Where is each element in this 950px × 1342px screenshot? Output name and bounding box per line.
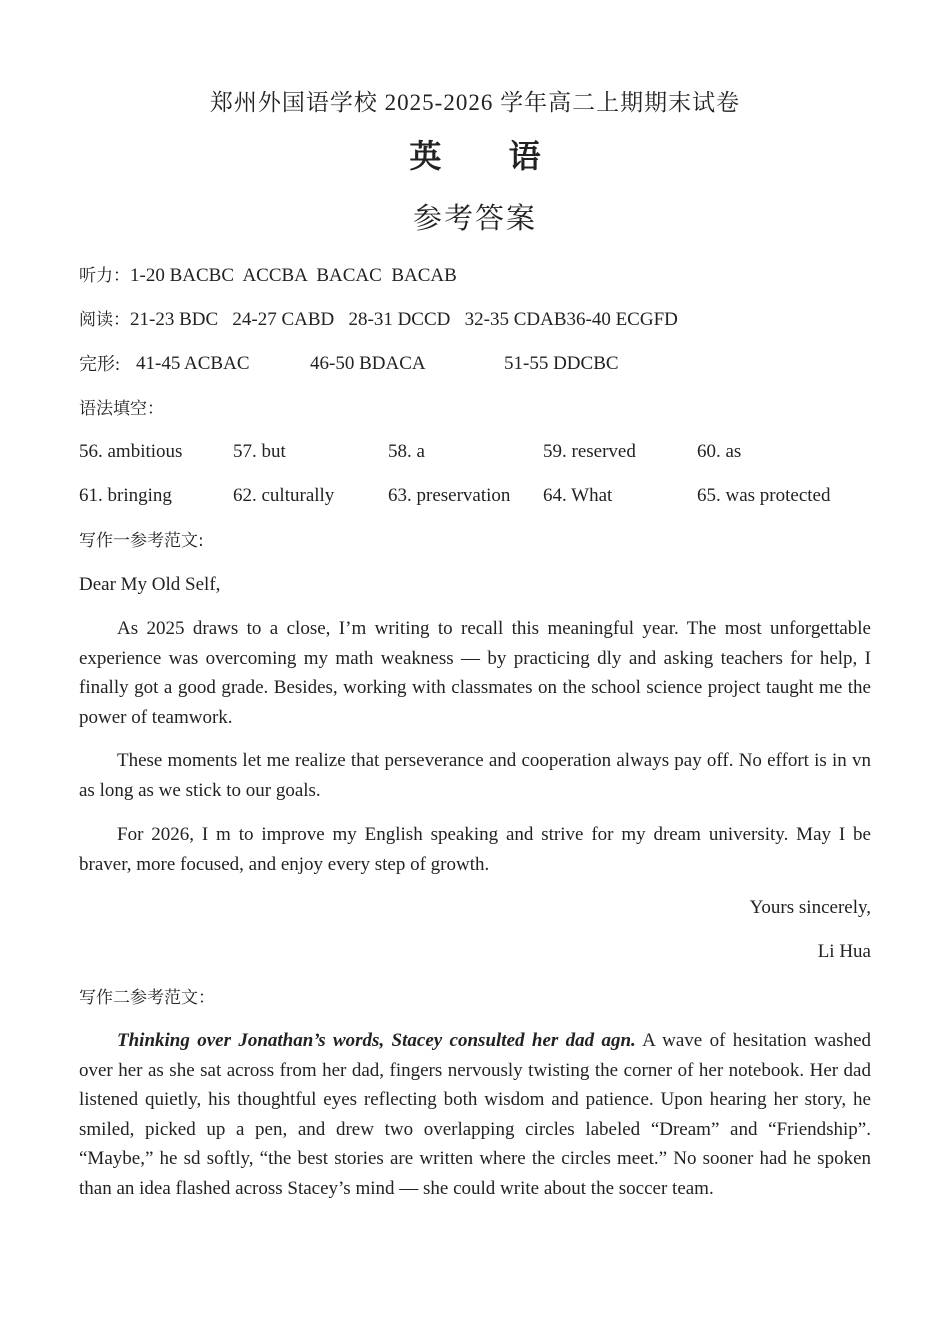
grammar-answer-57: 57. but	[233, 441, 286, 462]
grammar-answer-63: 63. preservation	[388, 485, 511, 506]
cloze-group-3: 51-55 DDCBC	[504, 353, 619, 374]
grammar-answer-65: 65. was protected	[697, 485, 831, 506]
answer-key-heading: 参考答案	[412, 203, 537, 235]
reading-answers	[79, 308, 678, 332]
writing-two-label: 写作二参考范文：	[79, 988, 215, 1008]
school-exam-title: 郑州外国语学校 2025-2026 学年高二上期期末试卷	[209, 90, 741, 115]
subject-title: 英 语	[409, 137, 569, 175]
listening-label: 听力：	[79, 266, 130, 286]
writing-one-label: 写作一参考范文:	[79, 531, 204, 551]
listening-value: 1-20 BACBC ACCBA BACAC BACAB	[130, 265, 457, 286]
listening-answers	[79, 264, 457, 288]
grammar-answer-56: 56. ambitious	[79, 441, 183, 462]
grammar-answer-59: 59. reserved	[543, 441, 636, 462]
grammar-answer-61: 61. bringing	[79, 485, 172, 506]
cloze-answers: 完形: 41-45 ACBAC 46-50 BDACA 51-55 DDCBC	[79, 353, 619, 375]
letter-salutation: Dear My Old Self,	[79, 574, 221, 595]
cloze-label: 完形	[79, 354, 115, 375]
grammar-label: 语法填空：	[79, 399, 164, 419]
cloze-group-2: 46-50 BDACA	[310, 353, 426, 374]
letter-signature: Li Hua	[817, 941, 871, 962]
letter-paragraph-1: As 2025 draws to a close, I’m writing to recall this meaningful year. The most unforgettable experience was overcoming my math weakness — by practicing dly and asking teachers for help, I finally got a good grade. Besides, working with classmates on the school science project taught me the power of teamwork.	[79, 618, 871, 728]
grammar-row-1	[79, 440, 871, 464]
letter-paragraph-2: These moments let me realize that perseverance and cooperation always pay off. No effort is in vn as long as we stick to our goals.	[79, 750, 871, 801]
grammar-answer-64: 64. What	[543, 485, 613, 506]
grammar-row-2	[79, 484, 871, 508]
continuation-body: A wave of hesitation washed over her as she sat across from her dad, fingers nervously twisting the corner of her notebook. Her dad listened quietly, his thoughtful eyes reflecting both wisdom and patience. Upon hearing her story, he smiled, picked up a pen, and drew two overlapping circles labeled “Dream” and “Friendship”. “Maybe,” he sd softly, “the best stories are written where the circles meet.” No sooner had he spoken than an idea flashed across Stacey’s mind — she could write about the soccer team.	[79, 1030, 871, 1199]
reading-label: 阅读：	[79, 310, 130, 330]
letter-closing: Yours sincerely,	[749, 897, 871, 918]
grammar-answer-58: 58. a	[388, 441, 425, 462]
cloze-group-1: 41-45 ACBAC	[136, 353, 250, 374]
continuation-lead-sentence: Thinking over Jonathan’s words, Stacey consulted her dad agn.	[117, 1030, 636, 1051]
letter-paragraph-3: For 2026, I m to improve my English speaking and strive for my dream university. May I be braver, more focused, and enjoy every step of growth.	[79, 824, 871, 875]
grammar-answer-60: 60. as	[697, 441, 742, 462]
continuation-paragraph	[79, 1026, 871, 1203]
reading-value: 21-23 BDC 24-27 CABD 28-31 DCCD 32-35 CDAB36-40 ECGFD	[130, 309, 678, 330]
grammar-answer-62: 62. culturally	[233, 485, 335, 506]
